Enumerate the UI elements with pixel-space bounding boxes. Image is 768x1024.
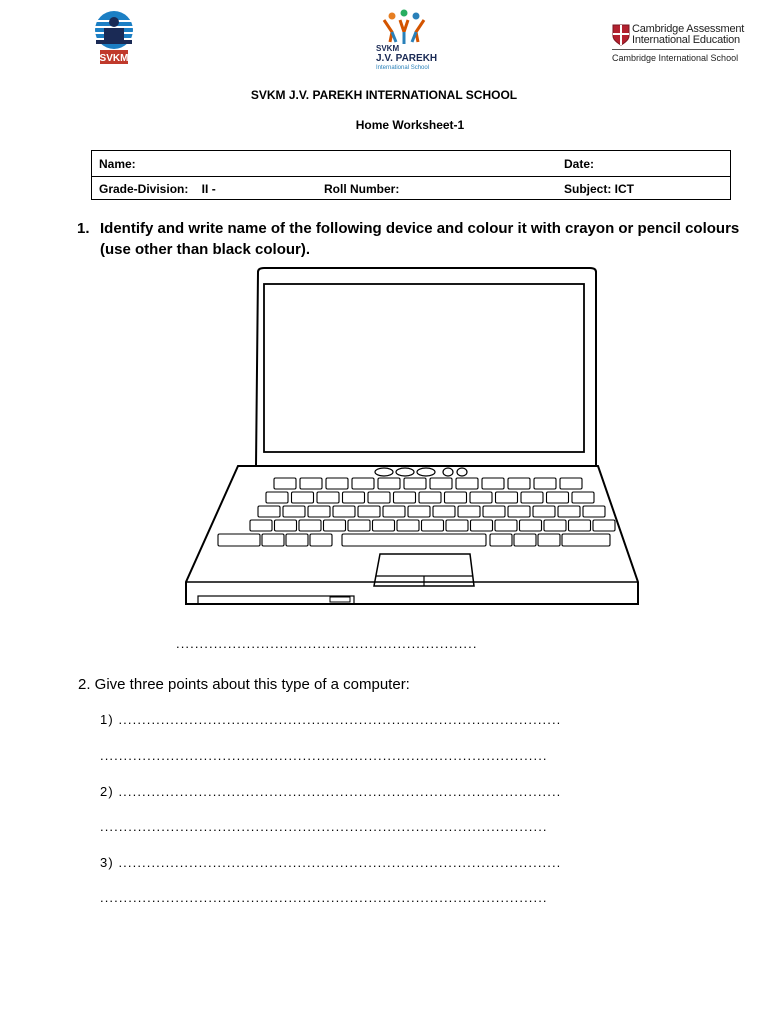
keyboard-key (547, 492, 569, 503)
name-label: Name: (99, 157, 136, 171)
question-2-text: 2. Give three points about this type of a computer: (78, 676, 410, 693)
date-label: Date: (564, 157, 595, 171)
keyboard-key (343, 492, 365, 503)
keyboard-key (508, 478, 530, 489)
jvp-logo-svkm: SVKM (376, 44, 400, 53)
keyboard-key (562, 534, 610, 546)
keyboard-key (317, 492, 339, 503)
keyboard-key (508, 506, 530, 517)
keyboard-key (262, 534, 284, 546)
keyboard-key (482, 478, 504, 489)
keyboard-key (342, 534, 486, 546)
question-1-text: Identify and write name of the following device and colour it with crayon or pencil colours (use other than black colour). (100, 220, 740, 258)
keyboard-key (308, 506, 330, 517)
keyboard-key (495, 520, 517, 531)
keyboard-key (490, 534, 512, 546)
laptop-illustration (180, 264, 644, 614)
jvp-logo-sub: International School (376, 65, 430, 71)
laptop-base (186, 466, 638, 604)
svkm-logo (88, 10, 140, 66)
jvp-logo-main: J.V. PAREKH (376, 53, 438, 64)
cambridge-logo-line3: Cambridge International School (612, 53, 739, 63)
keyboard-key (394, 492, 416, 503)
keyboard-key (560, 478, 582, 489)
point-3-line-b[interactable]: ............................................................................................... (100, 890, 548, 905)
keyboard-key (471, 520, 493, 531)
device-name-answer-line[interactable]: ................................................................ (176, 636, 478, 651)
jv-parekh-logo (366, 8, 442, 74)
keyboard-key (324, 520, 346, 531)
keyboard-key (533, 506, 555, 517)
keyboard-key (408, 506, 430, 517)
keyboard-key (458, 506, 480, 517)
worksheet-title: Home Worksheet-1 (355, 118, 465, 132)
keyboard-key (292, 492, 314, 503)
keyboard-key (333, 506, 355, 517)
keyboard-key (430, 478, 452, 489)
keyboard-key (352, 478, 374, 489)
keyboard-key (583, 506, 605, 517)
keyboard-key (368, 492, 390, 503)
keyboard-key (520, 520, 542, 531)
subject-label: Subject: ICT (564, 182, 635, 196)
keyboard-key (483, 506, 505, 517)
keyboard-key (373, 520, 395, 531)
point-2-line-a[interactable]: 2) .............................................................................................. (100, 784, 562, 799)
cambridge-logo (610, 22, 745, 66)
keyboard-key (300, 478, 322, 489)
point-3-line-a[interactable]: 3) .............................................................................................. (100, 855, 562, 870)
keyboard-key (572, 492, 594, 503)
keyboard-key (445, 492, 467, 503)
keyboard-key (326, 478, 348, 489)
keyboard-key (397, 520, 419, 531)
cambridge-logo-line2: International Education (632, 34, 740, 46)
keyboard-key (422, 520, 444, 531)
info-row-2 (92, 176, 730, 201)
laptop-keyboard (218, 478, 615, 546)
keyboard-key (348, 520, 370, 531)
keyboard-key (538, 534, 560, 546)
laptop-screen (264, 284, 584, 452)
info-row-1 (92, 151, 730, 177)
laptop-lid (256, 268, 596, 466)
keyboard-key (514, 534, 536, 546)
point-1-line-a[interactable]: 1) .............................................................................................. (100, 712, 562, 727)
question-1-number: 1. (77, 220, 90, 237)
keyboard-key (496, 492, 518, 503)
cambridge-shield-icon (612, 24, 630, 46)
keyboard-key (521, 492, 543, 503)
student-info-table (91, 150, 731, 200)
keyboard-key (534, 478, 556, 489)
keyboard-key (378, 478, 400, 489)
keyboard-key (456, 478, 478, 489)
keyboard-key (558, 506, 580, 517)
keyboard-key (433, 506, 455, 517)
keyboard-key (274, 478, 296, 489)
keyboard-key (286, 534, 308, 546)
keyboard-key (218, 534, 260, 546)
keyboard-key (544, 520, 566, 531)
roll-number-label: Roll Number: (324, 182, 400, 196)
keyboard-key (283, 506, 305, 517)
laptop-buttons (375, 468, 467, 476)
keyboard-key (383, 506, 405, 517)
keyboard-key (358, 506, 380, 517)
keyboard-key (250, 520, 272, 531)
keyboard-key (266, 492, 288, 503)
school-name: SVKM J.V. PAREKH INTERNATIONAL SCHOOL (250, 88, 518, 102)
keyboard-key (299, 520, 321, 531)
keyboard-key (258, 506, 280, 517)
keyboard-key (310, 534, 332, 546)
grade-division-label: Grade-Division: II - (99, 182, 216, 196)
keyboard-key (404, 478, 426, 489)
keyboard-key (470, 492, 492, 503)
keyboard-key (419, 492, 441, 503)
cambridge-logo-line1: Cambridge Assessment (632, 23, 745, 35)
cambridge-divider (612, 49, 734, 50)
keyboard-key (593, 520, 615, 531)
point-1-line-b[interactable]: ............................................................................................... (100, 748, 548, 763)
point-2-line-b[interactable]: ............................................................................................... (100, 819, 548, 834)
keyboard-key (275, 520, 297, 531)
keyboard-key (446, 520, 468, 531)
svkm-logo-text: SVKM (99, 53, 129, 64)
keyboard-key (569, 520, 591, 531)
